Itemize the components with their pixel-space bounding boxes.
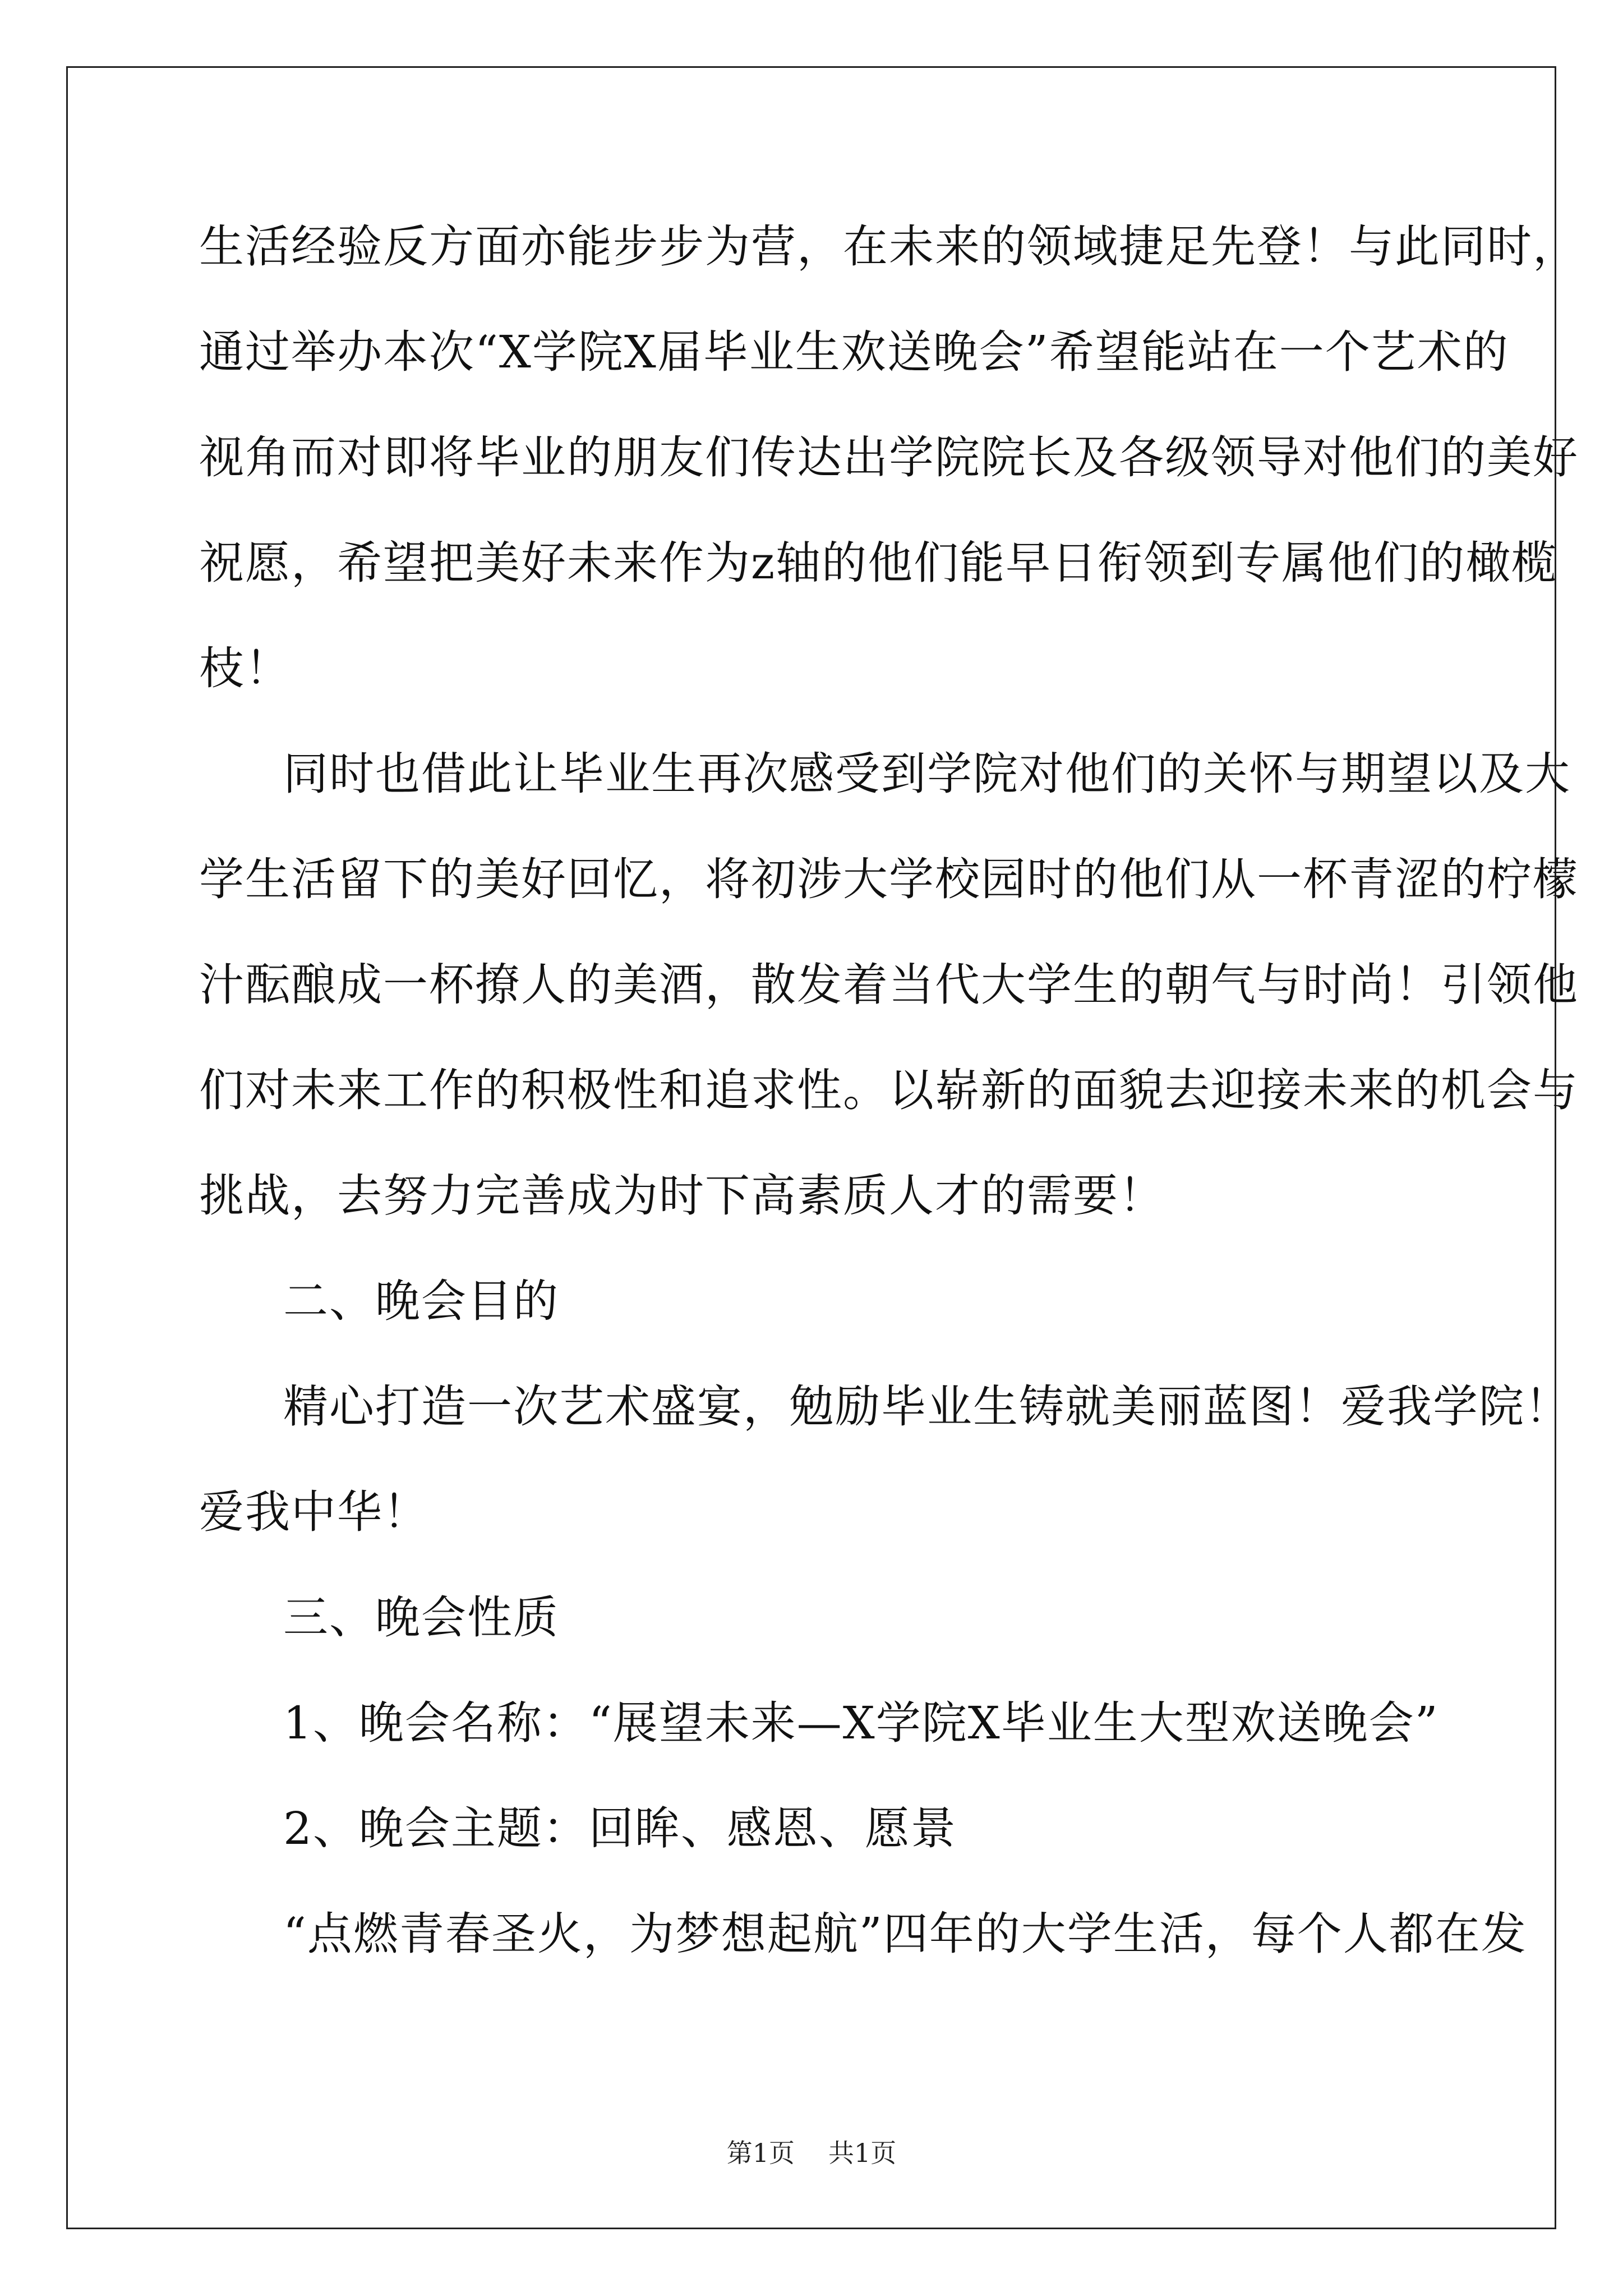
text-line: 爱我中华！ bbox=[199, 1486, 429, 1538]
text-line: 通过举办本次“X学院X届毕业生欢送晚会”希望能站在一个艺术的 bbox=[199, 326, 1509, 378]
paragraph-start-line: “点燃青春圣火，为梦想起航”四年的大学生活，每个人都在发 bbox=[283, 1908, 1527, 1960]
text-line: 们对未来工作的积极性和追求性。以崭新的面貌去迎接未来的机会与 bbox=[199, 1064, 1579, 1116]
page-footer bbox=[0, 2136, 1623, 2170]
list-item: 1、晚会名称：“展望未来—X学院X毕业生大型欢送晚会” bbox=[283, 1697, 1439, 1749]
text-line: 生活经验反方面亦能步步为营，在未来的领域捷足先登！与此同时， bbox=[199, 220, 1579, 273]
text-line: 祝愿，希望把美好未来作为z轴的他们能早日衔领到专属他们的橄榄 bbox=[199, 537, 1558, 589]
paragraph-start-line: 精心打造一次艺术盛宴，勉励毕业生铸就美丽蓝图！爱我学院！ bbox=[283, 1381, 1571, 1433]
text-line: 视角而对即将毕业的朋友们传达出学院院长及各级领导对他们的美好 bbox=[199, 431, 1579, 484]
section-heading: 三、晚会性质 bbox=[283, 1591, 559, 1644]
list-item: 2、晚会主题：回眸、感恩、愿景 bbox=[283, 1802, 957, 1855]
page-number: 第1页 bbox=[726, 2138, 795, 2168]
text-line: 挑战，去努力完善成为时下高素质人才的需要！ bbox=[199, 1170, 1165, 1222]
paragraph-start-line: 同时也借此让毕业生再次感受到学院对他们的关怀与期望以及大 bbox=[283, 748, 1571, 800]
section-heading: 二、晚会目的 bbox=[283, 1275, 559, 1327]
page-total: 共1页 bbox=[828, 2138, 897, 2168]
text-line: 学生活留下的美好回忆，将初涉大学校园时的他们从一杯青涩的柠檬 bbox=[199, 853, 1579, 905]
text-line: 汁酝酿成一杯撩人的美酒，散发着当代大学生的朝气与时尚！引领他 bbox=[199, 959, 1579, 1011]
text-line: 枝！ bbox=[199, 642, 291, 694]
